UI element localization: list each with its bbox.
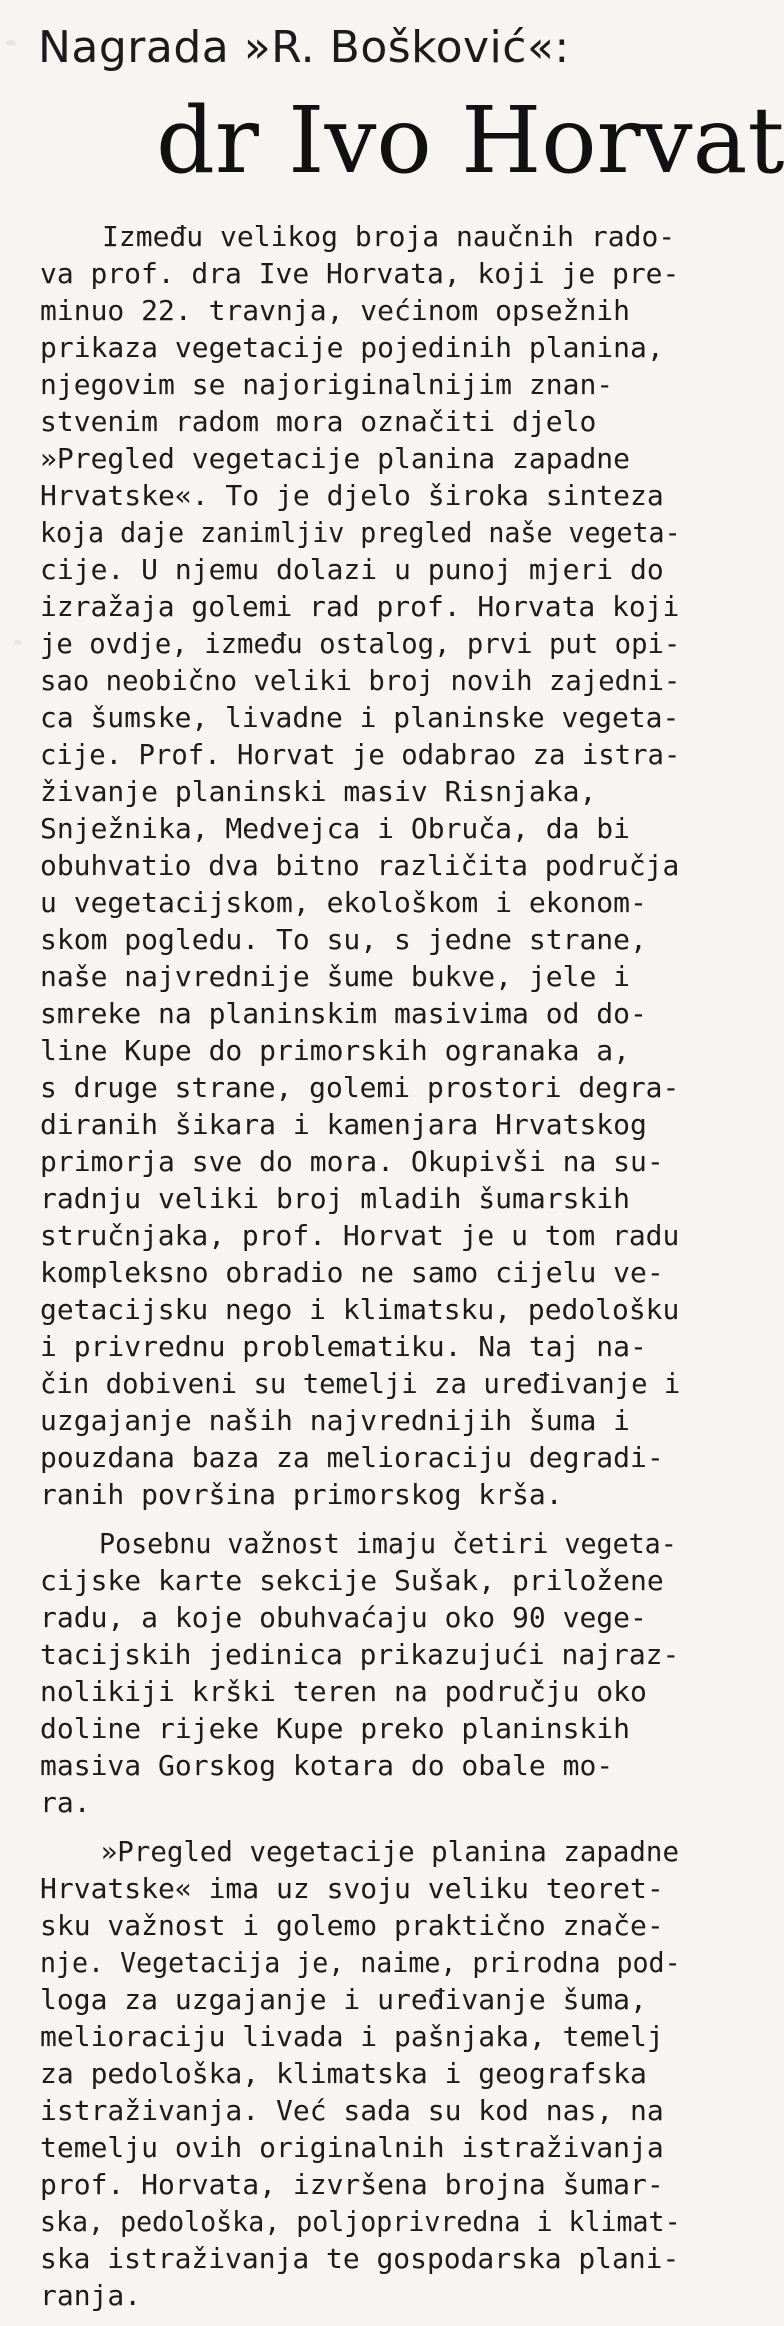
print-speck [14,640,22,645]
text-line: za pedološka, klimatska i geografska [40,2057,647,2090]
text-line: živanje planinski masiv Risnjaka, [40,775,597,808]
text-line: diranih šikara i kamenjara Hrvatskog [40,1108,647,1141]
text-line: loga za uzgajanje i uređivanje šuma, [40,1983,647,2016]
text-line: uzgajanje naših najvrednijih šuma i [40,1404,631,1437]
text-line: nje. Vegetacija je, naime, prirodna pod- [40,1946,681,1979]
text-line: Snježnika, Medvejca i Obruča, da bi [40,812,631,845]
text-line: doline rijeke Kupe preko planinskih [40,1712,631,1745]
text-line: line Kupe do primorskih ogranaka a, [40,1034,631,1067]
text-line: skom pogledu. To su, s jedne strane, [40,923,647,956]
text-line: ranja. [40,2279,142,2312]
text-line: sao neobično veliki broj novih zajedni- [40,664,681,697]
text-line: sku važnost i golemo praktično znače- [40,1909,664,1942]
text-line: cijske karte sekcije Sušak, priložene [40,1564,664,1597]
article-paragraph [40,1833,680,2314]
text-line: stvenim radom mora označiti djelo [40,405,597,438]
article-paragraph [40,218,680,1513]
text-line: radu, a koje obuhvaćaju oko 90 vege- [40,1601,647,1634]
text-line: nolikiji krški teren na području oko [40,1675,647,1708]
text-line: obuhvatio dva bitno različita područja [40,849,680,882]
text-line: kompleksno obradio ne samo cijelu ve- [40,1256,664,1289]
text-line: masiva Gorskog kotara do obale mo- [40,1749,614,1782]
text-line: smreke na planinskim masivima od do- [40,997,647,1030]
text-line: istraživanja. Već sada su kod nas, na [40,2094,664,2127]
text-line: njegovim se najoriginalnijim znan- [40,368,614,401]
text-line: temelju ovih originalnih istraživanja [40,2131,664,2164]
text-line: minuo 22. travnja, većinom opsežnih [40,294,631,327]
print-speck [6,40,16,46]
article-paragraph [40,1525,680,1821]
text-line: cije. U njemu dolazi u punoj mjeri do [40,553,664,586]
text-line: pouzdana baza za melioraciju degradi- [40,1441,664,1474]
text-line: »Pregled vegetacije planina zapadne [100,1835,679,1868]
text-line: ska, pedološka, poljoprivredna i klimat- [40,2205,681,2238]
article-kicker: Nagrada »R. Bošković«: [38,22,570,73]
text-line: koja daje zanimljiv pregled naše vegeta- [40,516,681,549]
text-line: prof. Horvata, izvršena brojna šumar- [40,2168,664,2201]
text-line: naše najvrednije šume bukve, jele i [40,960,631,993]
text-line: čin dobiveni su temelji za uređivanje i [40,1367,681,1400]
text-line: ranih površina primorskog krša. [40,1478,563,1511]
text-line: prikaza vegetacije pojedinih planina, [40,331,664,364]
text-line: radnju veliki broj mladih šumarskih [40,1182,631,1215]
text-line: melioraciju livada i pašnjaka, temelj [40,2020,664,2053]
text-line: Hrvatske«. To je djelo široka sinteza [40,479,664,512]
text-line: va prof. dra Ive Horvata, koji je pre- [40,257,680,290]
text-line: s druge strane, golemi prostori degra- [40,1071,680,1104]
text-line: Između velikog broja naučnih rado- [102,220,676,253]
text-line: primorja sve do mora. Okupivši na su- [40,1145,664,1178]
text-line: »Pregled vegetacije planina zapadne [40,442,631,475]
text-line: ca šumske, livadne i planinske vegeta- [40,701,680,734]
text-line: Hrvatske« ima uz svoju veliku teoret- [40,1872,664,1905]
article-body [40,218,680,2326]
text-line: i privrednu problematiku. Na taj na- [40,1330,647,1363]
text-line: ska istraživanja te gospodarska plani- [40,2242,680,2275]
text-line: je ovdje, između ostalog, prvi put opi- [40,627,681,660]
text-line: izražaja golemi rad prof. Horvata koji [40,590,680,623]
text-line: Posebnu važnost imaju četiri vegeta- [99,1527,677,1560]
text-line: stručnjaka, prof. Horvat je u tom radu [40,1219,680,1252]
article-title: dr Ivo Horvat [156,87,784,194]
text-line: u vegetacijskom, ekološkom i ekonom- [40,886,647,919]
text-line: cije. Prof. Horvat je odabrao za istra- [40,738,681,771]
text-line: ra. [40,1786,91,1819]
text-line: getacijsku nego i klimatsku, pedološku [40,1293,680,1326]
text-line: tacijskih jedinica prikazujući najraz- [40,1638,680,1671]
